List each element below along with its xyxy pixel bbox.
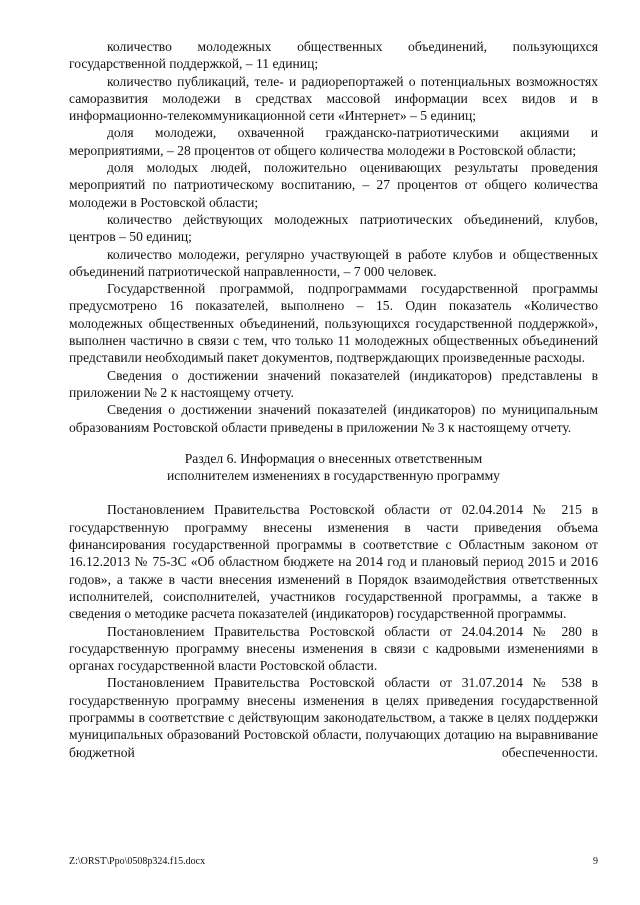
section-heading-line: Раздел 6. Информация о внесенных ответственным xyxy=(184,450,483,466)
paragraph: Постановлением Правительства Ростовской области от 24.04.2014 № 280 в государственную программу внесены изменения в связи с кадровыми изменениями в органах государственной власти Ростовской области. xyxy=(69,623,598,674)
paragraph: Постановлением Правительства Ростовской области от 02.04.2014 № 215 в государственную программу внесены изменения в части приведения объема финансирования государственной программы в соответствие с Областным законом от 16.12.2013 № 75-ЗС «Об областном бюджете на 2014 год и плановый период 2015 и 2016 годов», а также в части внесения изменений в Порядок взаимодействия ответственных исполнителей, соисполнителей, участников государственной программы, а также в сведения о методике расчета показателей (индикаторов) государственной программы. xyxy=(69,502,598,622)
paragraph: доля молодежи, охваченной гражданско-патриотическими акциями и мероприятиями, – 28 процентов от общего количества молодежи в Ростовской области; xyxy=(69,125,598,158)
paragraph: доля молодых людей, положительно оценивающих результаты проведения мероприятий по патриотическому воспитанию, – 27 процентов от общего количества молодежи в Ростовской области; xyxy=(69,160,598,210)
footer-file-path: Z:\ORST\Ppo\0508p324.f15.docx xyxy=(69,856,206,867)
paragraph: количество действующих молодежных патриотических объединений, клубов, центров – 50 единиц; xyxy=(69,211,598,245)
page-number: 9 xyxy=(593,856,598,867)
paragraph: количество публикаций, теле- и радиорепортажей о потенциальных возможностях саморазвития молодежи в средствах массовой информации всех видов и в информационно-телекоммуникационной сети «Интернет» – 5 единиц; xyxy=(69,73,598,124)
document-body xyxy=(69,38,598,761)
section-heading xyxy=(69,450,598,485)
paragraph: Государственной программой, подпрограммами государственной программы предусмотрено 16 показателей, выполнено – 15. Один показатель «Количество молодежных общественных объединений, пользующихся государственной поддержкой», выполнен частично в связи с тем, что только 11 молодежных общественных объединений представили необходимый пакет документов, подтверждающих произведенные расходы. xyxy=(69,281,598,366)
paragraph: Сведения о достижении значений показателей (индикаторов) представлены в приложении № 2 к настоящему отчету. xyxy=(69,367,598,400)
paragraph: Сведения о достижении значений показателей (индикаторов) по муниципальным образованиям Ростовской области приведены в приложении № 3 к настоящему отчету. xyxy=(69,402,598,435)
paragraph: количество молодежных общественных объединений, пользующихся государственной поддержкой, – 11 единиц; xyxy=(69,39,598,72)
section-heading-line: исполнителем изменениях в государственную программу xyxy=(167,468,500,484)
paragraph: Постановлением Правительства Ростовской области от 31.07.2014 № 538 в государственную программу внесены изменения в целях приведения государственной программы в соответствие с действующим законодательством, а также в целях поддержки муниципальных образований Ростовской области, получающих дотацию на выравнивание бюджетной обеспеченности. xyxy=(69,675,598,760)
paragraph: количество молодежи, регулярно участвующей в работе клубов и общественных объединений патриотической направленности, – 7 000 человек. xyxy=(69,246,598,279)
page-footer xyxy=(69,856,598,868)
